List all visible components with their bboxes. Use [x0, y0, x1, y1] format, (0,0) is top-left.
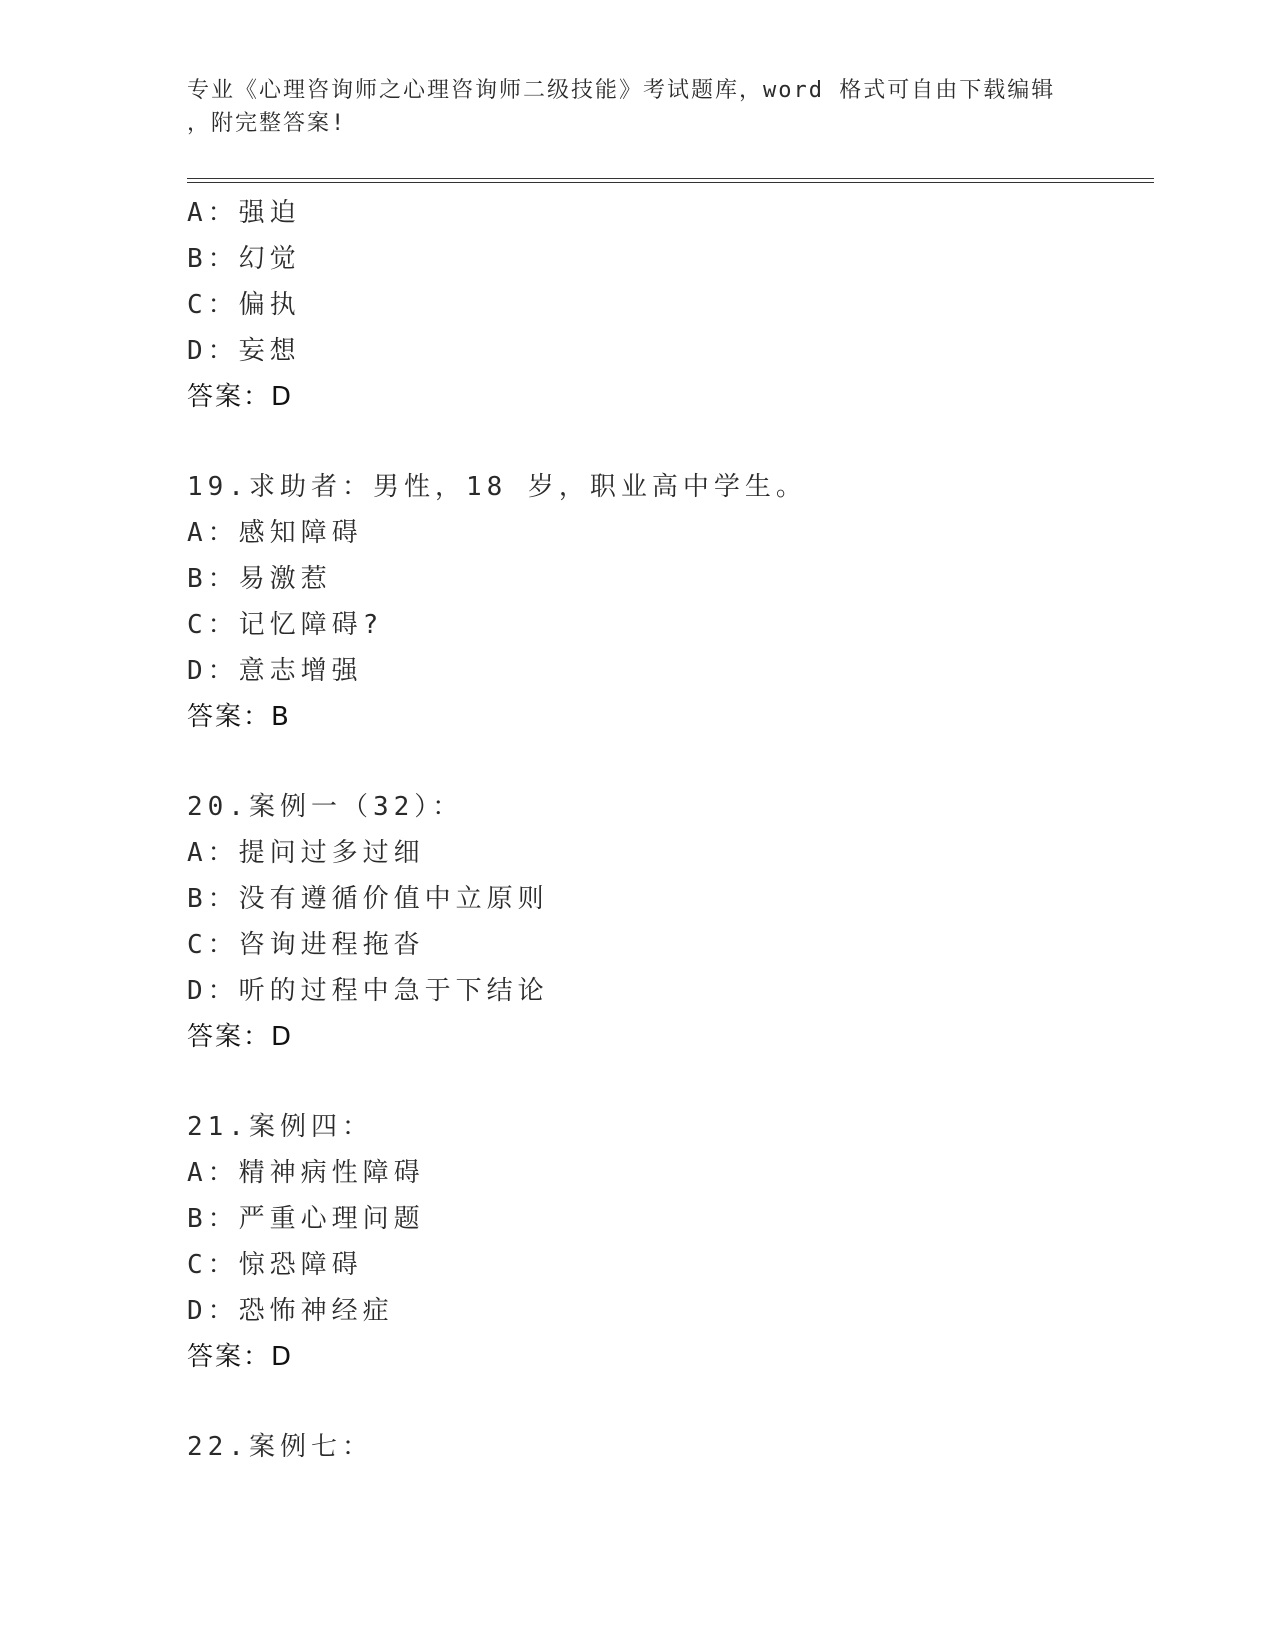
- answer-line: 答案：D: [187, 1342, 294, 1372]
- option-d: D：妄想: [187, 336, 301, 366]
- question-block-prev: [187, 190, 1137, 420]
- option-b: B：幻觉: [187, 244, 301, 274]
- option-b: B：没有遵循价值中立原则: [187, 884, 549, 914]
- answer-line: 答案：D: [187, 1022, 294, 1052]
- header-divider: [187, 178, 1154, 183]
- option-b: B：易激惹: [187, 564, 332, 594]
- question-stem: 19.求助者：男性，18 岁，职业高中学生。: [187, 472, 807, 502]
- question-block-19: [187, 464, 1137, 740]
- option-a: A：精神病性障碍: [187, 1158, 425, 1188]
- header-line-1: 专业《心理咨询师之心理咨询师二级技能》考试题库，word 格式可自由下载编辑: [187, 78, 1056, 103]
- option-c: C：偏执: [187, 290, 301, 320]
- question-stem: 21.案例四：: [187, 1112, 373, 1142]
- option-b: B：严重心理问题: [187, 1204, 425, 1234]
- question-list: [187, 190, 1137, 1470]
- option-d: D：恐怖神经症: [187, 1296, 394, 1326]
- option-c: C：咨询进程拖沓: [187, 930, 425, 960]
- header-line-2: ，附完整答案!: [187, 111, 347, 136]
- option-d: D：意志增强: [187, 656, 363, 686]
- question-stem: 22.案例七：: [187, 1432, 373, 1462]
- option-a: A：感知障碍: [187, 518, 363, 548]
- option-c: C：惊恐障碍: [187, 1250, 363, 1280]
- option-c: C：记忆障碍?: [187, 610, 384, 640]
- question-block-20: [187, 784, 1137, 1060]
- answer-line: 答案：D: [187, 382, 294, 412]
- question-stem: 20.案例一（32）：: [187, 792, 464, 822]
- option-a: A：提问过多过细: [187, 838, 425, 868]
- option-d: D：听的过程中急于下结论: [187, 976, 549, 1006]
- answer-line: 答案：B: [187, 702, 291, 732]
- option-a: A：强迫: [187, 198, 301, 228]
- question-block-21: [187, 1104, 1137, 1380]
- document-header: [187, 74, 1087, 140]
- question-block-22: [187, 1424, 1137, 1470]
